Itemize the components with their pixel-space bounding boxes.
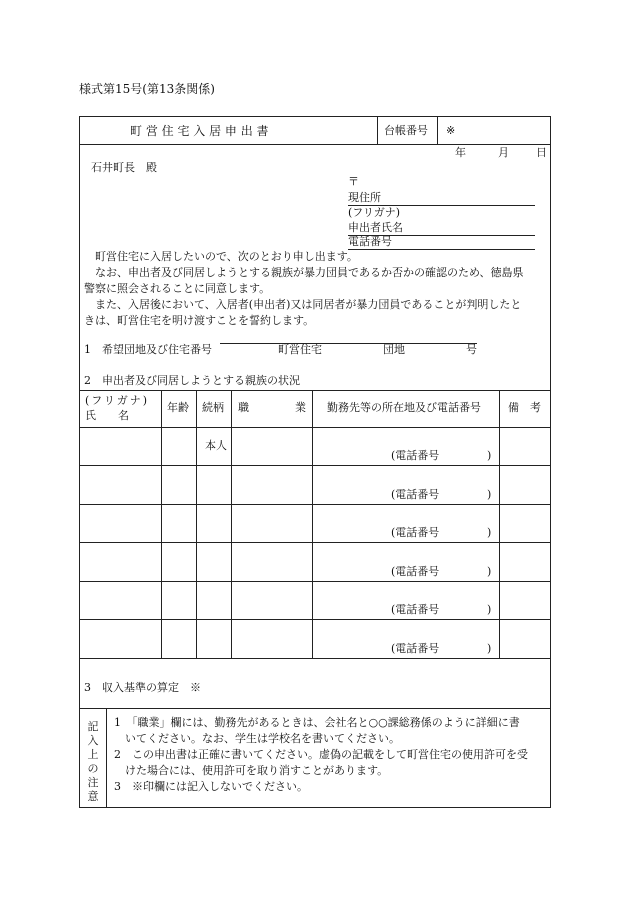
note-item-2: 2 この申出書は正確に書いてください。虚偽の記載をして町営住宅の使用許可を受 bbox=[114, 748, 528, 761]
form-title: 町 営 住 宅 入 居 申 出 書 bbox=[130, 124, 269, 138]
application-form bbox=[79, 116, 551, 808]
notes-heading: 記 入 上 の 注 意 bbox=[87, 720, 99, 803]
form-id: 様式第15号(第13条関係) bbox=[79, 82, 215, 96]
housing-part-3: 号 bbox=[466, 343, 477, 356]
ledger-mark: ※ bbox=[446, 124, 456, 137]
applicant-name-field[interactable] bbox=[348, 221, 535, 236]
row-phone[interactable]: (電話番号 ) bbox=[391, 526, 492, 539]
col-job-2: 業 bbox=[295, 401, 306, 414]
col-job-1: 職 bbox=[238, 401, 249, 414]
note-item-2-cont: けた場合には、使用許可を取り消すことがあります。 bbox=[114, 764, 389, 777]
date-day[interactable]: 日 bbox=[536, 146, 547, 159]
body-paragraph-2b: 警察に照会されることに同意します。 bbox=[84, 282, 271, 295]
col-workplace: 勤務先等の所在地及び電話番号 bbox=[327, 401, 481, 414]
date-year[interactable]: 年 bbox=[455, 146, 466, 159]
housing-part-1: 町営住宅 bbox=[278, 343, 322, 356]
body-paragraph-3b: きは、町営住宅を明け渡すことを誓約します。 bbox=[84, 314, 315, 327]
col-name: 氏 名 bbox=[85, 409, 129, 422]
note-item-1-cont: いてください。なお、学生は学校名を書いてください。 bbox=[114, 732, 400, 745]
row-phone[interactable]: (電話番号 ) bbox=[391, 642, 492, 655]
housing-number-field[interactable] bbox=[220, 343, 477, 356]
col-remarks: 備 考 bbox=[508, 401, 541, 414]
postal-mark: 〒 bbox=[348, 175, 359, 188]
date-month[interactable]: 月 bbox=[498, 146, 509, 159]
col-relation: 続柄 bbox=[202, 401, 224, 414]
address-label: 現住所 bbox=[348, 191, 381, 204]
housing-part-2: 団地 bbox=[383, 343, 405, 356]
note-item-1: 1 「職業」欄には、勤務先があるときは、会社名と○○課総務係のように詳細に書 bbox=[114, 716, 520, 729]
addressee: 石井町長 殿 bbox=[91, 161, 157, 174]
address-field[interactable] bbox=[348, 191, 535, 206]
section2-label: 2 申出者及び同居しようとする親族の状況 bbox=[84, 374, 300, 387]
phone-label: 電話番号 bbox=[348, 235, 392, 248]
ledger-number-label: 台帳番号 bbox=[384, 124, 428, 137]
section3-label: 3 収入基準の算定 ※ bbox=[84, 681, 201, 694]
body-paragraph-1: 町営住宅に入居したいので、次のとおり申し出ます。 bbox=[95, 250, 358, 263]
phone-field[interactable] bbox=[348, 235, 535, 250]
row-phone[interactable]: (電話番号 ) bbox=[391, 603, 492, 616]
body-paragraph-2a: なお、申出者及び同居しようとする親族が暴力団員であるか否かの確認のため、徳島県 bbox=[95, 266, 524, 279]
col-furigana: (フリガナ) bbox=[85, 394, 150, 407]
col-age: 年齢 bbox=[167, 401, 189, 414]
row-phone[interactable]: (電話番号 ) bbox=[391, 488, 492, 501]
row-phone[interactable]: (電話番号 ) bbox=[391, 565, 492, 578]
furigana-label: (フリガナ) bbox=[348, 206, 401, 219]
section1-label: 1 希望団地及び住宅番号 bbox=[84, 343, 212, 356]
note-item-3: 3 ※印欄には記入しないでください。 bbox=[114, 780, 308, 793]
row-phone[interactable]: (電話番号 ) bbox=[391, 449, 492, 462]
body-paragraph-3a: また、入居後において、入居者(申出者)又は同居者が暴力団員であることが判明したと bbox=[95, 298, 522, 311]
row-relation[interactable]: 本人 bbox=[205, 439, 227, 452]
applicant-name-label: 申出者氏名 bbox=[348, 221, 403, 234]
